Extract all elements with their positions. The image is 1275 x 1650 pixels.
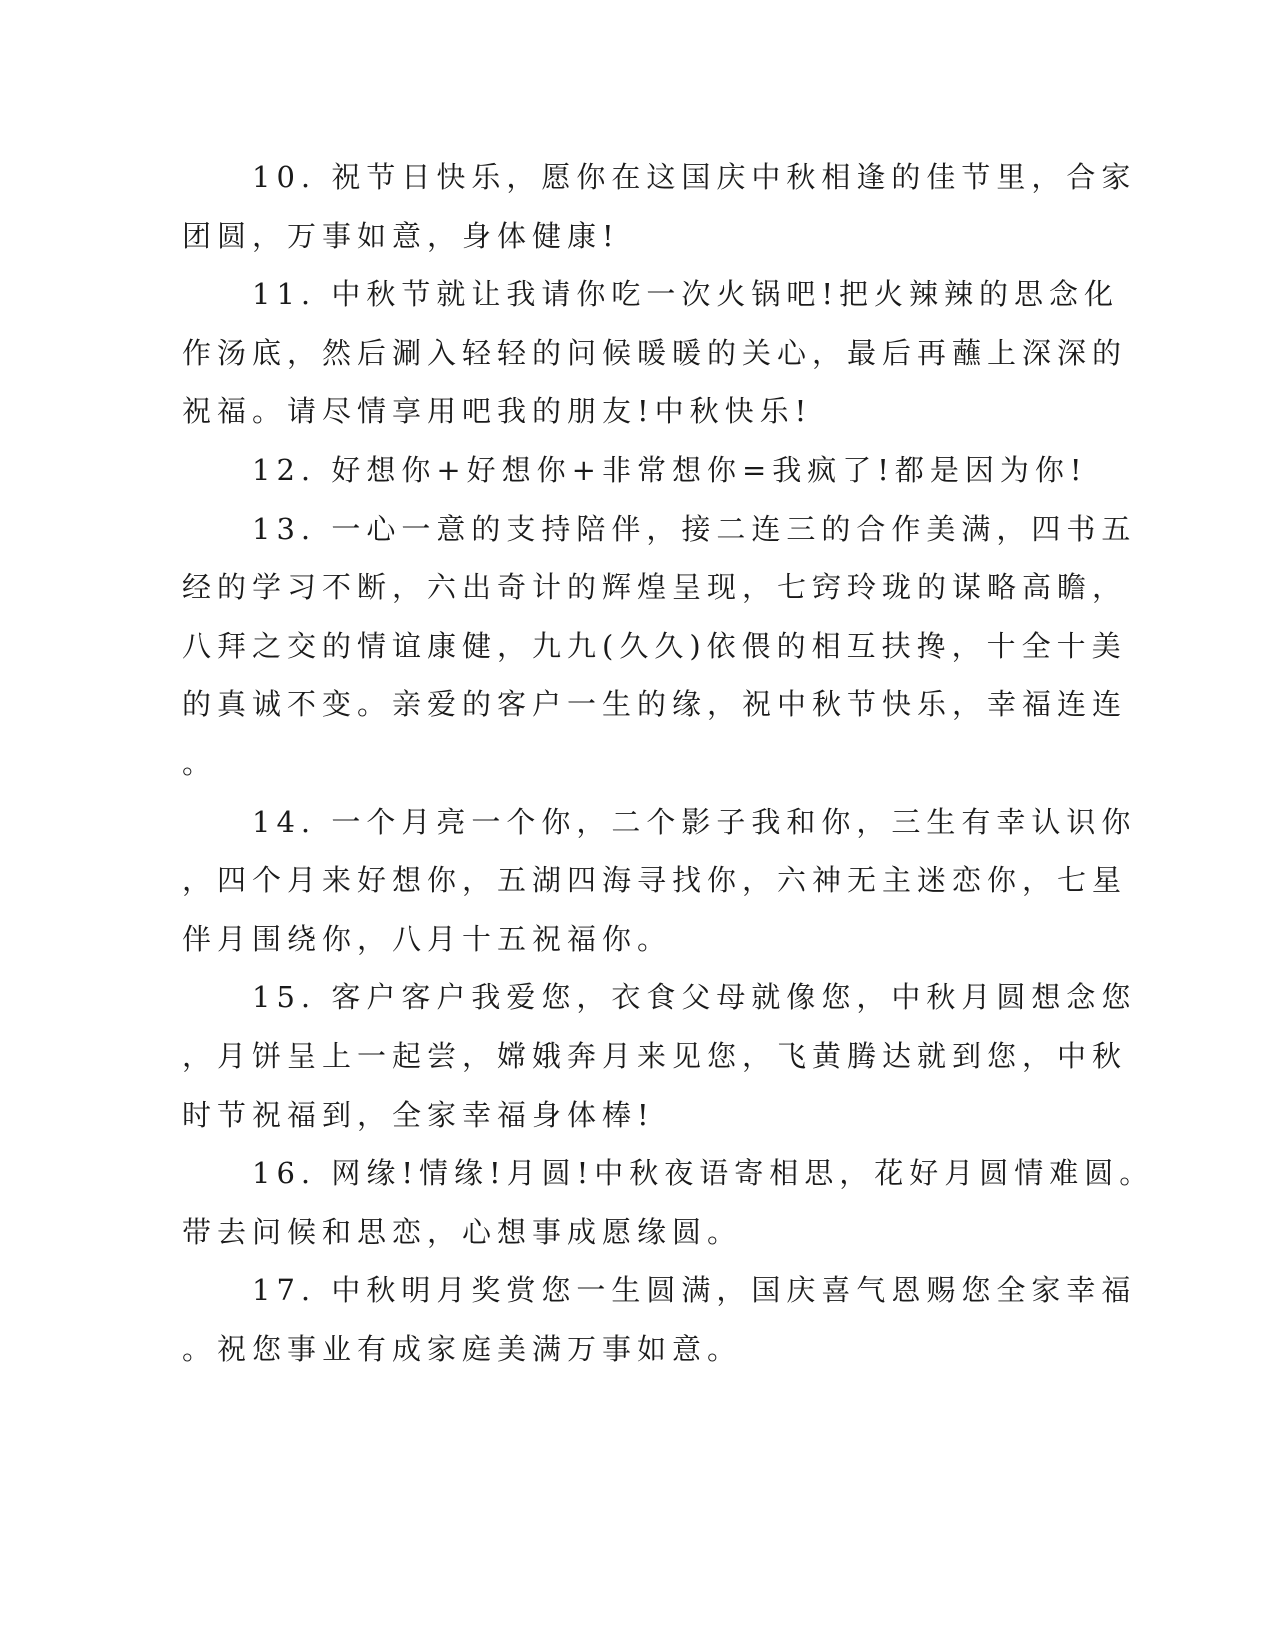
paragraph-13 (182, 500, 1137, 793)
paragraph-14 (182, 793, 1137, 969)
paragraph-number: 11. (252, 277, 317, 312)
paragraph-line: 作汤底，然后涮入轻轻的问候暖暖的关心，最后再蘸上深深的 (182, 335, 1128, 370)
paragraph-11 (182, 265, 1128, 441)
paragraph-number: 14. (252, 804, 317, 839)
paragraph-line: 祝福。请尽情享用吧我的朋友!中秋快乐! (182, 394, 813, 429)
paragraph-line (182, 1261, 1137, 1320)
paragraph-number: 10. (252, 160, 317, 194)
paragraph-line: 经的学习不断，六出奇计的辉煌呈现，七窍玲珑的谋略高瞻， (182, 570, 1128, 605)
paragraph-number: 13. (252, 511, 317, 546)
paragraph-line: 。祝您事业有成家庭美满万事如意。 (182, 1331, 743, 1366)
paragraph-text: 好想你+好想你+非常想你=我疯了!都是因为你! (331, 452, 1088, 487)
paragraph-line: 的真诚不变。亲爱的客户一生的缘，祝中秋节快乐，幸福连连 (182, 687, 1128, 722)
paragraph-text: 一个月亮一个你，二个影子我和你，三生有幸认识你 (331, 804, 1137, 839)
paragraph-line (182, 441, 1088, 500)
paragraph-line (182, 968, 1137, 1027)
paragraph-number: 16. (252, 1156, 317, 1191)
paragraph-line (182, 793, 1137, 852)
paragraph-text: 祝节日快乐，愿你在这国庆中秋相逢的佳节里，合家 (331, 160, 1137, 194)
paragraph-text: 一心一意的支持陪伴，接二连三的合作美满，四书五 (331, 511, 1137, 546)
paragraph-line: 团圆，万事如意，身体健康! (182, 218, 620, 253)
paragraph-line: 。 (182, 745, 218, 780)
paragraph-text: 中秋明月奖赏您一生圆满，国庆喜气恩赐您全家幸福 (331, 1273, 1137, 1308)
paragraph-10 (182, 148, 1137, 265)
paragraph-number: 15. (252, 980, 317, 1015)
paragraph-number: 17. (252, 1273, 317, 1308)
paragraph-17 (182, 1261, 1137, 1378)
paragraph-16 (182, 1144, 1155, 1261)
paragraph-line (182, 265, 1119, 324)
paragraph-line (182, 500, 1137, 559)
paragraph-line: 带去问候和思恋，心想事成愿缘圆。 (182, 1214, 743, 1249)
paragraph-text: 中秋节就让我请你吃一次火锅吧!把火辣辣的思念化 (331, 277, 1119, 312)
paragraph-number: 12. (252, 452, 317, 487)
paragraph-text: 客户客户我爱您，衣食父母就像您，中秋月圆想念您 (331, 980, 1137, 1015)
paragraph-15 (182, 968, 1137, 1144)
paragraph-line: ，四个月来好想你，五湖四海寻找你，六神无主迷恋你，七星 (182, 863, 1128, 898)
paragraph-line (182, 1144, 1155, 1203)
paragraph-text: 网缘!情缘!月圆!中秋夜语寄相思，花好月圆情难圆。 (331, 1156, 1155, 1191)
paragraph-line: 八拜之交的情谊康健，九九(久久)依偎的相互扶搀，十全十美 (182, 628, 1127, 663)
paragraph-line (182, 148, 1137, 207)
paragraph-12 (182, 441, 1088, 500)
paragraph-line: 时节祝福到，全家幸福身体棒! (182, 1097, 655, 1132)
paragraph-line: ，月饼呈上一起尝，嫦娥奔月来见您，飞黄腾达就到您，中秋 (182, 1038, 1128, 1073)
paragraph-line: 伴月围绕你，八月十五祝福你。 (182, 921, 673, 956)
document-body (182, 148, 1155, 1378)
